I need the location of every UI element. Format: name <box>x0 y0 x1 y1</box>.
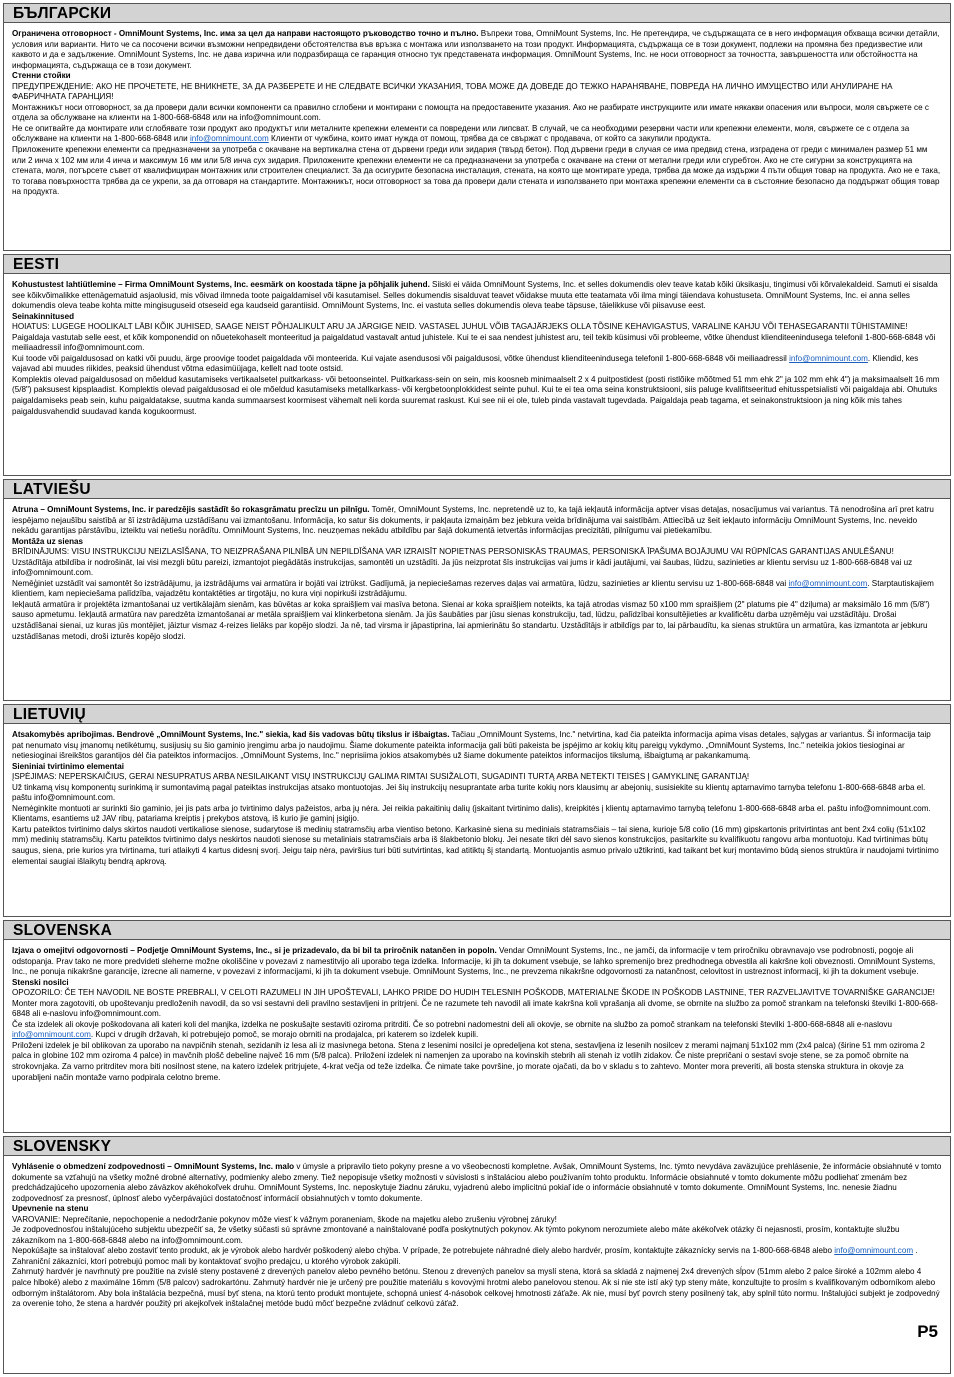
disclaimer-lead: Kohustustest lahtiütlemine – Firma OmniMount Systems, Inc. eesmärk on koostada täpne ja põhjalik juhend. <box>12 280 430 289</box>
disclaimer-text: Въпреки това, OmniMount Systems, Inc. Не претендира, че съдържащата се в него информация обхваща всички детайли, условия или варианти. Нито че са посочени всички възможни непредвидени обстоятелства във връзка с монтажа или използването на този продукт. Информацията, съдържаща се в този документ, подлежи на промяна без предизвестие или каквото и да е задължение. OmniMount Systems, Inc. не дава изрична или подразбираща се гаранция относно тук представената информация. OmniMount Systems, Inc. не носи отговорност за точността, завършеността или обстойността на информацията, съдържаща се в този документ. <box>12 29 940 70</box>
parts-text-end: . Kliendid, kes vajavad abi muudes riikides, peaksid ühendust võtma edasimüüjaga, kellelt nad toote ostsid. <box>12 353 919 374</box>
disclaimer-lead: Atruna – OmniMount Systems, Inc. ir paredzējis sastādīt šo rokasgrāmatu precīzu un pilnīgu. <box>12 505 370 514</box>
disclaimer-text: Siiski ei väida OmniMount Systems, Inc. et selles dokumendis olev teave katab kõiki üksikasju, tingimusi või kõrvalekaldeid. Samuti ei sisalda see kõikvõimalikke ettenägematuid asjaolusid, mis võivad ilmneda toote paigaldamisel või kasutamisel. Selles dokumendis sisalduvat teavet võidakse muuta ette teatamata või ilma mingi täiendava kohustuseta. OmniMount Systems, Inc. ei anna selles dokumendis oleva teabe kohta mitte mingisuguseid otseseid ega kaudseid garantiisid. OmniMount Systems, Inc. ei vastuta selles dokumendis oleva teabe täpsuse, täielikkuse või piisavuse eest. <box>12 280 938 311</box>
hardware-paragraph: Zahrnutý hardvér je navrhnutý pre použitie na zvislé steny postavené z drevených panelov alebo pevného betónu. Stenou z drevených panelov sa myslí stena, ktorá sa skladá z najmenej 2x4 drevených sĺpov (51mm alebo 2 palce široké a 102mm alebo 4 palce hlboké) alebo z maximálne 16mm (5/8 palcov) sadrokartónu. Zahrnutý hardvér nie je určený pre použitie materiálu s kovovými hrotmi alebo panelovou stenou. Ak si nie ste istí aký typ steny máte, konzultujte to prosím s kvalifikovaným odborníkom alebo odborným inštalátorom. Aby bola inštalácia bezpečná, musí byť stena, na ktorú tento produkt montujete, schopná uniesť 4-násobok celkovej hmotnosti záťaže. Ak nie, musí byť povrch steny posilnený tak, aby splnil túto normu. Inštalujúci subjekt je zodpovedný za overenie toho, že stena a hardvér použitý pri akejkoľvek inštalačnej metóde budú môcť bezpečne zvládnuť celkovú záťaž. <box>12 1267 940 1309</box>
section-title: LIETUVIŲ <box>4 705 950 724</box>
parts-text: Nepokúšajte sa inštalovať alebo zostaviť tento produkt, ak je výrobok alebo hardvér poškodený alebo chýba. V prípade, že potrebujete náhradné diely alebo hardvér, prosím, kontaktujte zákaznícky servis na 1-800-668-6848 alebo <box>12 1246 835 1256</box>
section-title: SLOVENSKY <box>4 1137 950 1156</box>
section-content <box>4 724 950 916</box>
section-lithuanian <box>3 704 951 917</box>
email-link[interactable]: info@omnimount.com <box>789 353 868 363</box>
disclaimer-paragraph <box>12 946 942 978</box>
parts-text: Kui toode või paigaldusosad on katki või puudu, ärge proovige toodet paigaldada või monteerida. Kui vajate asendusosi või paigaldusosi, võtke ühendust klienditeenindusega telefonil 1-800-668-6848 või meiliaadressil <box>12 353 790 363</box>
warning-text: VAROVANIE: Neprečítanie, nepochopenie a nedodržanie pokynov môže viesť k vážnym poraneniam, škode na majetku alebo zrušeniu výrobnej záruky! <box>12 1214 557 1224</box>
email-link[interactable]: info@omnimount.com <box>788 578 868 588</box>
section-title: SLOVENSKA <box>4 921 950 940</box>
page-number: P5 <box>917 1322 938 1341</box>
parts-text: Če sta izdelek ali okovje poškodovana ali kateri koli del manjka, izdelka ne poskušajte sestaviti oziroma pritrditi. Če so potrebni nadomestni deli ali okovje, se obrnite na službo za pomoč strankam na telefonski številki 1-800-668-6848 ali e-naslovu <box>12 1019 892 1029</box>
parts-text: Nemēģiniet uzstādīt vai samontēt šo izstrādājumu, ja izstrādājums vai armatūra ir bojāti vai iztrūkst. Gadījumā, ja nepieciešamas rezerves daļas vai armatūra, lūdzu, sazinieties ar klientu servisu uz 1-800-668-6848 vai <box>12 578 789 588</box>
disclaimer-lead: Izjava o omejitvi odgovornosti – Podjetje OmniMount Systems, Inc., si je prizadevalo, da bi bil ta priročnik natančen in popoln. <box>12 946 497 955</box>
subheading: Seinakinnitused <box>12 311 75 321</box>
parts-text-end: . Kupci v drugih državah, ki potrebujejo pomoč, se morajo obrniti na prodajalca, pri katerem so izdelek kupili. <box>90 1030 479 1040</box>
section-content <box>4 1156 950 1373</box>
section-title: БЪЛГАРСКИ <box>4 4 950 23</box>
disclaimer-paragraph <box>12 730 942 762</box>
subheading: Montāža uz sienas <box>12 536 84 546</box>
section-slovenian <box>3 920 951 1133</box>
email-link[interactable]: info@omnimount.com <box>12 1030 91 1040</box>
disclaimer-text: Tomēr, OmniMount Systems, Inc. nepretendē uz to, ka tajā iekļautā informācija aptver visas detaļas, nosacījumus vai variantus. Tā nenodrošina arī pret katru iespējamo nejaušību saistībā ar šī izstrādājuma uzstādīšanu vai izmantošanu. Informācija, ko satur šis dokuments, ir pakļauta izmaiņām bez jebkura veida brīdinājuma vai saistībām. Attiecībā uz šeit iekļauto informāciju OmniMount Systems, Inc. neveido nekādu garantijas pārstāvību, izteiktu vai netiešu norādītu. OmniMount Systems, Inc. neuzņemas nekādu atbildību par šajā dokumentā ietvertās informācijas precizitāti, pilnīgumu vai pietiekamību. <box>12 505 934 536</box>
hardware-paragraph: Komplektis olevad paigaldusosad on mõeldud kasutamiseks vertikaalsetel puitkarkass- või betoonseintel. Puitkarkass-sein on sein, mis koosneb minimaalselt 2 x 4 puitpostidest (posti ristlõike mõõtmed 51 mm ehk 2" ja 102 mm ehk 4") ja maksimaalselt 16 mm (5/8") paksusest kipsplaadist. Komplektis olevad paigaldusosad ei ole mõeldud kasutamiseks metallkarkass- või kergbetoonplokkidest seinte puhul. Kui te ei tea oma seina konstruktsiooni, siis paluge kvalifitseeritud ehitusspetsialisti või paigaldaja abi. Ohutuks paigaldamiseks peab sein, kuhu paigaldatakse, suutma kanda summaarsest koormisest vähemalt neli korda suuremat raskust. Kui see nii ei ole, tuleb pinda vastavalt tugevdada. Paigaldaja peab tagama, et seinakonstruktsioon ja ning kõik mis tahes paigaldusvahendid suudavad kanda kogukoormust. <box>12 374 940 416</box>
email-link[interactable]: info@omnimount.com <box>834 1246 914 1256</box>
section-bulgarian <box>3 3 951 251</box>
section-content <box>4 274 950 475</box>
disclaimer-lead: Atsakomybės apribojimas. Bendrovė „OmniMount Systems, Inc." siekia, kad šis vadovas būtų tikslus ir išbaigtas. <box>12 730 450 739</box>
disclaimer-text: v úmysle a pripravilo tieto pokyny presne a vo všeobecnosti kompletne. Avšak, OmniMount Systems, Inc. týmto nevydáva zaväzujúce prehlásenie, že informácie obsiahnuté v tomto dokumente sa vzťahujú na všetky možné drobné alternatívy, podmienky alebo zmeny. Tiež nepopisuje všetky možnosti v súvislosti s inštaláciou alebo používaním tohto produktu. Informácie obsiahnuté v tomto dokumente môžu podliehať zmenám bez predchádzajúceho upozornenia alebo záväzkov akéhokoľvek druhu. OmniMount Systems, Inc. neposkytuje žiadnu záruku, vyjadrenú alebo implicitnú pokiaľ ide o informácie obsiahnuté v tomto dokumente. OmniMount Systems, Inc. nenesie žiadnu zodpovednosť za presnosť, úplnosť alebo vyčerpávajúci dostatočnosť informácií obsiahnutých v tomto dokumente. <box>12 1162 942 1203</box>
disclaimer-paragraph <box>12 1162 942 1204</box>
installer-paragraph: Монтажникът носи отговорност, за да провери дали всички компоненти са правилно сглобени и монтирани с помощта на предоставените указания. Ако не разбирате инструкциите или имате някакви опасения или въпроси, моля свържете се с отдела за обслужване на клиенти на 1-800-668-6848 или на info@omnimount.com. <box>12 102 929 123</box>
hardware-paragraph: Приложените крепежни елементи са предназначени за употреба с окачване на вертикална стена от дървени греди или зидария (твърд бетон). Под дървени греди в случая се има предвид стена, изградена от греди с минимален размер 51 мм или 2 инча х 102 мм или 4 инча и максимум 16 мм или 5/8 инча сух зидария. Приложените крепежни елементи не са предназначени за употреба с окачване на стени от метални греди или сгуребтон. Ако не сте сигурни за конструкцията на стената, моля, потърсете съвет от квалифициран монтажник или строителен специалист. За да осигурите безопасна инсталация, стената, на която ще монтирате уреда, трябва да може да издържи 4 пъти общия товар на продукта. Ако не е така, то тогава повърхността трябва да се укрепи, за да отговаря на стандартите. Монтажникът, носи отговорност за това да провери дали стената и използването при монтажа крепежни елементи са в състояние безопасно да поддържат общия товар на продукта. <box>12 145 941 197</box>
warning-text: HOIATUS: LUGEGE HOOLIKALT LÄBI KÕIK JUHISED, SAAGE NEIST PÕHJALIKULT ARU JA JÄRGIGE NEID. VASTASEL JUHUL VÕIB TAGAJÄRJEKS OLLA TÕSINE KEHAVIGASTUS, VARALINE KAHJU VÕI TEHASEGARANTII TÜHISTAMINE! <box>12 322 908 332</box>
manual-page <box>3 3 951 1377</box>
disclaimer-lead: Ограничена отговорност - OmniMount Systems, Inc. има за цел да направи настоящото ръководство точно и пълно. <box>12 29 479 38</box>
hardware-paragraph: Kartu pateiktos tvirtinimo dalys skirtos naudoti vertikaliose sienose, sudarytose iš medinių statramsčių arba vientiso betono. Karkasinė siena su mediniais statramsčiais – tai siena, kurioje 5/8 colio (16 mm) gipskartonis pritvirtintas ant bent 2x4 colių (51x102 mm) medinių statramsčių. Kartu pateiktos tvirtinimo dalys neskirtos naudoti sienose su metaliniais statramsčiais arba iš šlakbetonio blokų. Jei nesate tikri dėl savo sienos konstrukcijos, pasitarkite su kvalifikuotu rangovu arba montuotoju. Kad tvirtinimas būtų saugus, siena, prie kurios yra tvirtinama, turi atlaikyti 4 kartus didesnį svorį. Jeigu taip nėra, paviršius turi būti sutvirtintas, kad atitiktų šį standartą. Montuojantis asmuo privalo užtikrinti, kad taikant bet kurį montavimo būdą sienos struktūra ir naudojami tvirtinimo elementai saugiai išlaikytų bendrą apkrovą. <box>12 824 939 866</box>
email-link[interactable]: info@omnimount.com <box>189 134 269 144</box>
section-title: LATVIEŠU <box>4 480 950 499</box>
installer-paragraph: Je zodpovednosťou inštalujúceho subjektu ubezpečiť sa, že všetky súčasti sú správne zmontované a nainštalované podľa poskytnutých pokynov. Ak týmto pokynom nerozumiete alebo máte akékoľvek otázky či nejasnosti, prosím, kontaktujte službu zákazníkom na 1-800-668-6848 alebo na info@omnimount.com. <box>12 1225 900 1245</box>
parts-text-end: . Starptautiskajiem klientiem, kam nepieciešama palīdzība, vajadzētu kontaktēties ar tirgotāju, no kura viņi nopirkuši izstrādājumu. <box>12 578 934 599</box>
section-content <box>4 940 950 1132</box>
subheading: Stenski nosilci <box>12 977 69 987</box>
section-content <box>4 23 950 250</box>
warning-text: ПРЕДУПРЕЖДЕНИЕ: АКО НЕ ПРОЧЕТЕТЕ, НЕ ВНИКНЕТЕ, ЗА ДА РАЗБЕРЕТЕ И НЕ СЛЕДВАТЕ ВСИЧКИ УКАЗАНИЯ, ТОВА МОЖЕ ДА ДОВЕДЕ ДО ТЕЖКО НАРАНЯВАНЕ, ПОВРЕДА НА ЛИЧНО ИМУЩЕСТВО ИЛИ АНУЛИРАНЕ НА ФАБРИЧНАТА ГАРАНЦИЯ! <box>12 81 893 102</box>
installer-paragraph: Uzstādītāja atbildība ir nodrošināt, lai visi mezgli būtu pareizi, izmantojot piegādātās instrukcijas, samontēti un uzstādīti. Ja jūs neizprotat šīs instrukcijas vai jums ir kādi jautājumi, vai šaubas, lūdzu, sazinieties ar klientu servisu uz 1-800-668-6848 vai uz info@omnimount.com. <box>12 557 913 578</box>
subheading: Sieniniai tvirtinimo elementai <box>12 761 124 771</box>
hardware-paragraph: Priloženi izdelek je bil oblikovan za uporabo na navpičnih stenah, sezidanih iz lesa ali iz masivnega betona. Stena z lesenimi nosilci je opredeljena kot stena, sestavljena iz lesenih nosilcev z merami najmanj 51x102 mm (2x4 palca) (širine 51 mm oziroma 2 palca in globine 102 mm oziroma 4 palce) in mavčnih plošč debeline največ 16 mm (5/8 palca). Priloženi izdelek ni namenjen za uporabo na kovinskih stebrih ali stenah iz votlih zidakov. Če niste prepričani o sestavi svoje stene, se za pomoč obrnite na strokovnjaka. Za varno pritrditev mora biti nosilnost stene, na katero izdelek pritrjujete, 4-krat večja od teže izdelka. Če nimate take površine, jo morate ojačati, da bo v skladu s to zahtevo. Monter mora preveriti, ali bosta stenska struktura in okovje za uporabljeni način montaže varno podpirala celotno breme. <box>12 1040 925 1082</box>
disclaimer-paragraph <box>12 505 942 537</box>
disclaimer-text: Vendar OmniMount Systems, Inc., ne jamči, da informacije v tem priročniku obravnavajo vse podrobnosti, pogoje ali odstopanja. Prav tako ne more predvideti slehernе možne okoliščine v povezavi z namestitvijo ali uporabo tega izdelka. Informacije, ki jih ta dokument vsebuje, se lahko spremenijo brez predhodnega obvestila ali kakršne koli obveznosti. OmniMount Systems, Inc., ne ponuja nikakršne garancije, izrecne ali namerne, v povezavi z informacijami, ki jih ta dokument vsebuje. OmniMount Systems, Inc., ne prevzema nikakršne odgovornosti za natančnost, celovitost in ustreznost informacij, ki jih ta dokument vsebuje. <box>12 946 936 977</box>
installer-paragraph: Monter mora zagotoviti, ob upoštevanju predloženih navodil, da so vsi sestavni deli pravilno sestavljeni in pritrjeni. Če ne razumete teh navodil ali imate kakršna koli vprašanja ali dvome, se obrnite na službo za pomoč strankam na telefonski številki 1-800-668-6848 ali e-naslovu info@omnimount.com. <box>12 998 938 1019</box>
section-slovak <box>3 1136 951 1374</box>
hardware-paragraph: Iekļautā armatūra ir projektēta izmantošanai uz vertikālajām sienām, kas būvētas ar koka spraišļiem vai masīva betona. Sienai ar koka spraišļiem noteikts, ka tajā atrodas vismaz 50 x100 mm spraišļiem (2" platums pie 4" dziļuma) ar maksimālo 16 mm (5/8") sauso apmetumu. Iekļautā armatūra nav paredzēta izmantošanai ar metāla spraišļiem vai klinkerbetona sienām. Ja jūs šaubāties par jūsu sienas konstrukciju, tad, lūdzu, palīdzībai konsultējieties ar kvalificētu darba uzņēmēju vai uzstādītāju. Drošai uzstādīšanai sienai, uz kuras jūs montējiet, jāiztur vismaz 4-reizes lielāks par kopējo slodzi. Ja nē, tad virsma ir jāpastiprina, lai apmierinātu šo standartu. Uzstādītājs ir atbildīgs par to, lai pārbaudītu, ka sienas struktūra un armatūra, kas izmantota ar jebkuru uzstādīšanas metodi, droši izturēs kopējo slodzi. <box>12 599 930 641</box>
parts-paragraph <box>12 354 942 375</box>
warning-text: OPOZORILO: ČE TEH NAVODIL NE BOSTE PREBRALI, V CELOTI RAZUMELI IN JIH UPOŠTEVALI, LAHKO PRIDE DO HUDIH TELESNIH POŠKODB, MATERIALNE ŠKODE IN POŠKODB LASTNINE, TER RAZVELJAVITVE TOVARNIŠKE GARANCIJE! <box>12 988 935 998</box>
parts-text-end: Клиенти от чужбина, които имат нужда от помощ, трябва да се свържат с продавача, от който са закупили продукта. <box>268 134 711 144</box>
section-content <box>4 499 950 700</box>
parts-text-end: . Zahraniční zákazníci, ktorí potrebujú pomoc mali by kontaktovať svojho predajcu, u ktorého výrobok zakúpili. <box>12 1246 918 1266</box>
parts-paragraph: Nemėginkite montuoti ar surinkti šio gaminio, jei jis pats arba jo tvirtinimo dalys pažeistos, arba jų nėra. Jei reikia pakaitinių dalių (įskaitant tvirtinimo dalis), kreipkitės į klientų aptarnavimo tarnybą telefonu 1-800-668-6848 arba el. paštu info@omnimount.com. Klientams, esantiems už JAV ribų, patariama kreiptis į prekybos atstovą, iš kurio jie gaminį įsigijo. <box>12 803 931 824</box>
subheading: Стенни стойки <box>12 71 71 81</box>
warning-text: ĮSPĖJIMAS: NEPERSKAIČIUS, GERAI NESUPRATUS ARBA NESILAIKANT VISŲ INSTRUKCIJŲ GALIMA RIMTAI SUSIŽALOTI, SUGADINTI TURTĄ ARBA NETEKTI TEISĖS Į GAMYKLINĘ GARANTIJĄ! <box>12 772 750 782</box>
disclaimer-paragraph <box>12 280 942 312</box>
installer-paragraph: Paigaldaja vastutab selle eest, et kõik komponendid on nõuetekohaselt monteeritud ja paigaldatud vastavalt antud juhistele. Kui te ei saa nendest juhistest aru, teil tekib küsimusi või probleeme, võtke ühendust klienditeenindusega telefonil 1-800-668-6848 või meiliaadressil info@omnimount.com. <box>12 332 936 353</box>
parts-paragraph <box>12 579 942 600</box>
section-estonian <box>3 254 951 476</box>
parts-paragraph <box>12 1246 942 1267</box>
parts-paragraph <box>12 124 942 145</box>
subheading: Upevnenie na stenu <box>12 1204 89 1214</box>
installer-paragraph: Už tinkamą visų komponentų surinkimą ir sumontavimą pagal pateiktas instrukcijas atsako montuotojas. Jei šių instrukcijų nesuprantate arba turite kokių nors klausimų ar abejonių, susisiekite su klientų aptarnavimo tarnyba telefonu 1-800-668-6848 arba el. paštu info@omnimount.com. <box>12 782 926 803</box>
disclaimer-text: Tačiau „OmniMount Systems, Inc." netvirtina, kad čia pateikta informacija apima visas detales, sąlygas ar variantus. Ši informacija taip pat nenumato visų įmanomų netikėtumų, susijusių su šio gaminio įrengimu arba jo naudojimu. Šiame dokumente pateikta informacija gali būti pakeista be įspėjimo ar kokių kitų pareigų vykdymo. „OmniMount Systems, Inc." neteikia jokios tiesioginai ar netiesioginai išreikštos garantijos dėl čia pateiktos informacijos. „OmniMount Systems, Inc." neprisiima jokios atsakomybės už šiame dokumente pateiktos informacijos tikslumą, išbaigtumą ar pakankamumą. <box>12 730 931 761</box>
section-title: EESTI <box>4 255 950 274</box>
parts-text: Не се опитвайте да монтирате или сглобявате този продукт ако продуктът или металните крепежни елементи са повредени или липсват. В случай, че са необходими резервни части или крепежни елементи, моля, свържете се с отдела за обслужване на клиенти на 1-800-668-6848 или <box>12 123 910 144</box>
warning-text: BRĪDINĀJUMS: VISU INSTRUKCIJU NEIZLASĪŠANA, TO NEIZPRAŠANA PILNĪBĀ UN NEPILDĪŠANA VAR IZRAISĪT NOPIETNAS PERSONISKĀS TRAUMAS, PERSONISKĀ ĪPAŠUMA BOJĀJUMU VAI RŪPNĪCAS GARANTIJAS ANULĒŠANU! <box>12 547 894 557</box>
disclaimer-lead: Vyhlásenie o obmedzení zodpovednosti – OmniMount Systems, Inc. malo <box>12 1162 295 1171</box>
parts-paragraph <box>12 1020 942 1041</box>
section-latvian <box>3 479 951 701</box>
disclaimer-paragraph <box>12 29 942 71</box>
